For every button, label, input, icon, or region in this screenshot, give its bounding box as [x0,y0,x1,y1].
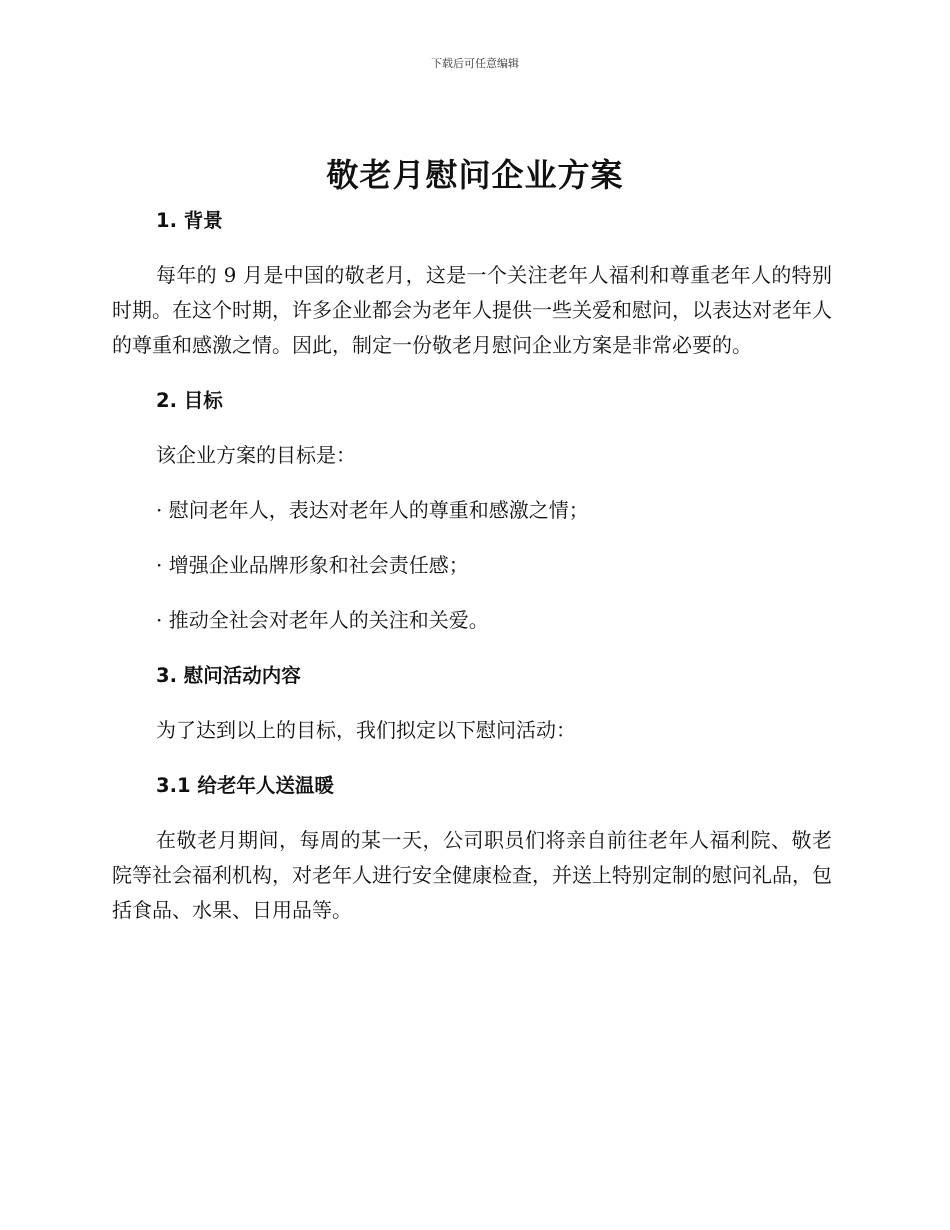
document-body [112,203,832,928]
goal-item: · 推动全社会对老年人的关注和关爱。 [156,608,489,632]
header-note: 下载后可任意编辑 [431,57,519,70]
goal-item: · 增强企业品牌形象和社会责任感； [156,553,469,577]
section-heading-goals: 2. 目标 [156,389,223,412]
section-heading-background: 1. 背景 [156,209,223,232]
section-heading-activities: 3. 慰问活动内容 [156,664,301,687]
document-title: 敬老月慰问企业方案 [326,156,624,194]
warmth-paragraph: 在敬老月期间，每周的某一天，公司职员们将亲自前往老年人福利院、敬老院等社会福利机构，对老年人进行安全健康检查，并送上特别定制的慰问礼品，包括食品、水果、日用品等。 [112,828,832,922]
subsection-heading-warmth: 3.1 给老年人送温暖 [156,774,334,797]
activities-intro: 为了达到以上的目标，我们拟定以下慰问活动： [156,718,576,742]
background-paragraph: 每年的 9 月是中国的敬老月，这是一个关注老年人福利和尊重老年人的特别时期。在这个时期，许多企业都会为老年人提供一些关爱和慰问，以表达对老年人的尊重和感激之情。因此，制定一份敬老月慰问企业方案是非常必要的。 [112,263,832,357]
goal-item: · 慰问老年人，表达对老年人的尊重和感激之情； [156,498,589,522]
goals-intro: 该企业方案的目标是： [156,443,356,467]
